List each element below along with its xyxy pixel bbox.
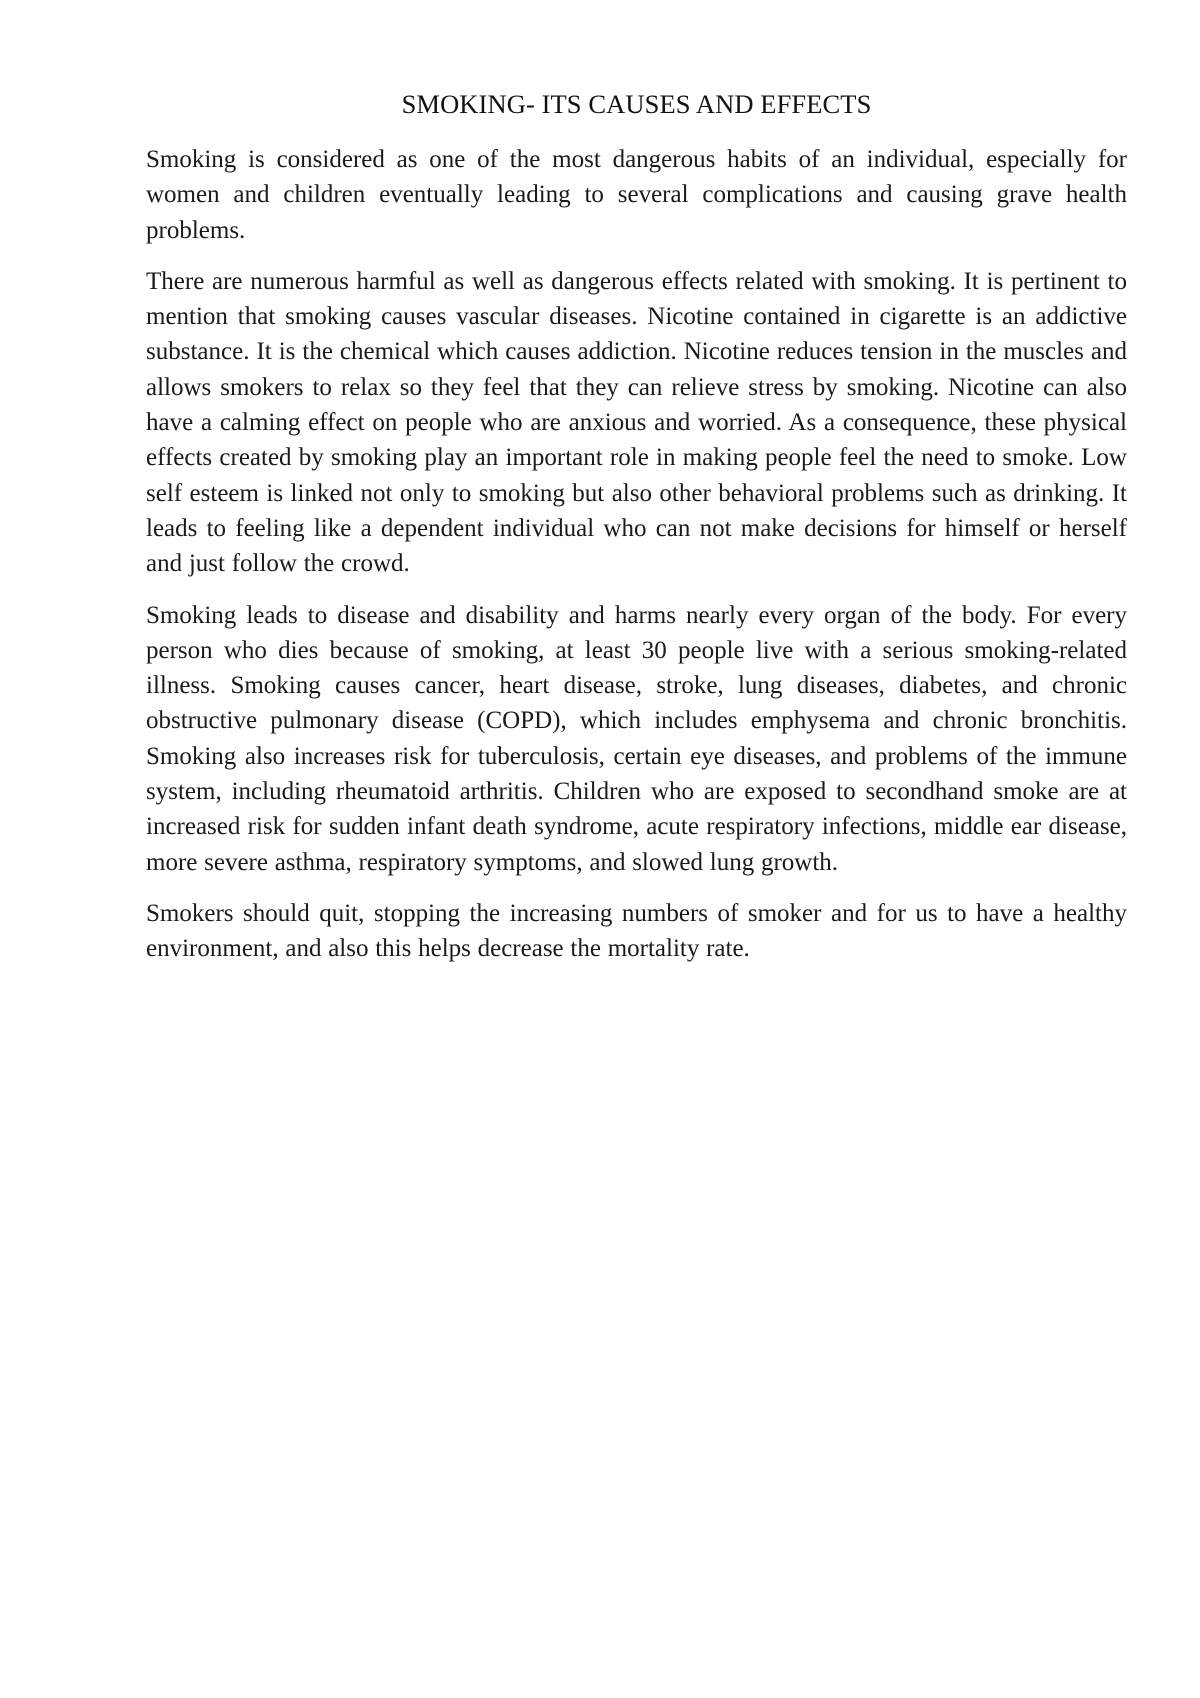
paragraph-introduction: Smoking is considered as one of the most dangerous habits of an individual, especially for women and children eventually leading to several complications and causing grave health problems. [146,146,1127,244]
paragraph-conclusion: Smokers should quit, stopping the increasing numbers of smoker and for us to have a healthy environment, and also this helps decrease the mortality rate. [146,899,1127,963]
document-title: SMOKING- ITS CAUSES AND EFFECTS [401,89,872,119]
paragraph-effects: Smoking leads to disease and disability and harms nearly every organ of the body. For every person who dies because of smoking, at least 30 people live with a serious smoking-related illness. Smoking causes cancer, heart disease, stroke, lung diseases, diabetes, and chronic obstructive pulmonary disease (COPD), which includes emphysema and chronic bronchitis. Smoking also increases risk for tuberculosis, certain eye diseases, and problems of the immune system, including rheumatoid arthritis. Children who are exposed to secondhand smoke are at increased risk for sudden infant death syndrome, acute respiratory infections, middle ear disease, more severe asthma, respiratory symptoms, and slowed lung growth. [146,601,1127,876]
paragraph-causes: There are numerous harmful as well as dangerous effects related with smoking. It is pertinent to mention that smoking causes vascular diseases. Nicotine contained in cigarette is an addictive substance. It is the chemical which causes addiction. Nicotine reduces tension in the muscles and allows smokers to relax so they feel that they can relieve stress by smoking. Nicotine can also have a calming effect on people who are anxious and worried. As a consequence, these physical effects created by smoking play an important role in making people feel the need to smoke. Low self esteem is linked not only to smoking but also other behavioral problems such as drinking. It leads to feeling like a dependent individual who can not make decisions for himself or herself and just follow the crowd. [146,267,1127,578]
